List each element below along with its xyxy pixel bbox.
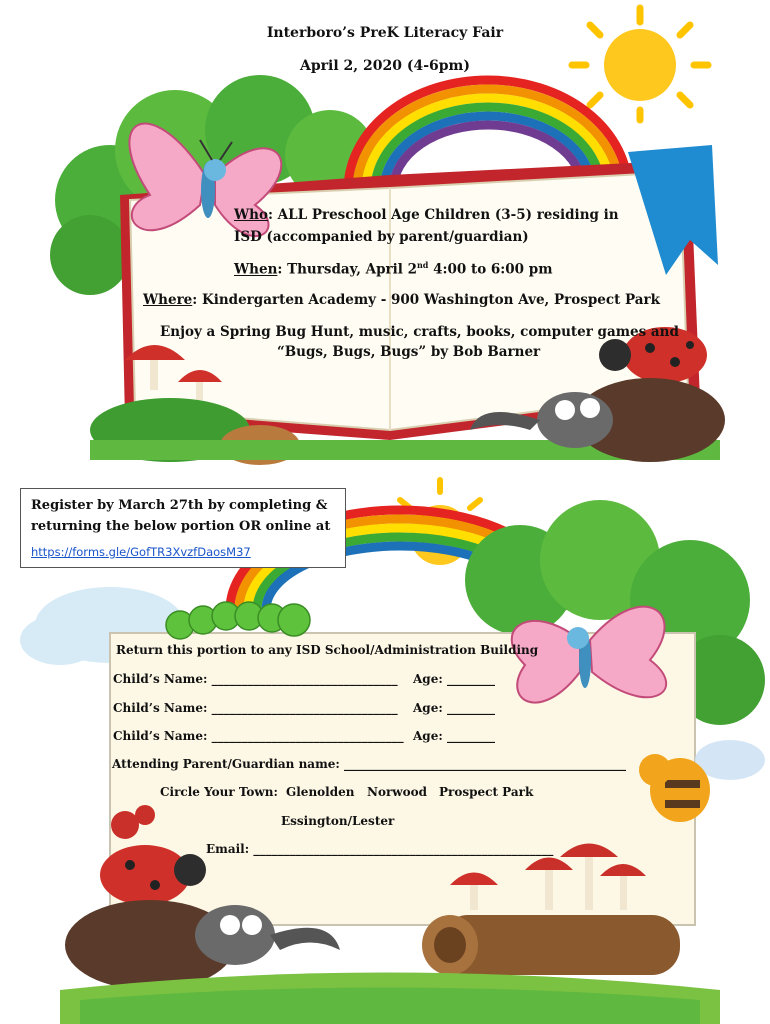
event-title: Interboro’s PreK Literacy Fair — [266, 25, 504, 41]
register-line-1: Register by March 27th by completing & — [31, 498, 328, 513]
town-label: Circle Your Town: — [160, 785, 278, 799]
town-option-essington-lester[interactable]: Essington/Lester — [281, 814, 395, 828]
child-name-field-1[interactable]: Child’s Name: _______________________________ — [113, 672, 398, 686]
when-line — [234, 260, 553, 278]
child-name-field-2[interactable]: Child’s Name: _______________________________ — [113, 701, 398, 715]
child-age-field-2[interactable]: Age: ________ — [413, 701, 495, 715]
log — [422, 915, 680, 975]
guardian-name-field[interactable]: Attending Parent/Guardian name: _______________________________________________ — [112, 757, 627, 771]
when-label: When — [234, 261, 278, 278]
who-label: Who — [234, 207, 268, 223]
where-text: : Kindergarten Academy - 900 Washington Ave, Prospect Park — [192, 292, 661, 308]
town-option-glenolden[interactable]: Glenolden — [286, 785, 355, 799]
register-text — [31, 495, 330, 537]
email-field[interactable]: Email: __________________________________________________ — [206, 842, 554, 856]
child-age-field-1[interactable]: Age: ________ — [413, 672, 495, 686]
return-note: Return this portion to any ISD School/Administration Building — [116, 643, 539, 657]
register-line-2: returning the below portion OR online at — [31, 519, 331, 534]
town-option-prospect-park[interactable]: Prospect Park — [439, 785, 534, 799]
who-text: : ALL Preschool Age Children (3-5) residing in — [267, 207, 619, 223]
registration-link[interactable]: https://forms.gle/GofTR3XvzfDaosM37 — [31, 545, 251, 559]
who-line-2: ISD (accompanied by parent/guardian) — [234, 229, 529, 245]
when-time: 4:00 to 6:00 pm — [428, 261, 553, 278]
enjoy-line-2: “Bugs, Bugs, Bugs” by Bob Barner — [277, 344, 541, 360]
child-age-field-3[interactable]: Age: ________ — [413, 729, 495, 743]
register-box — [20, 488, 346, 568]
town-option-norwood[interactable]: Norwood — [367, 785, 428, 799]
where-line — [143, 292, 660, 308]
where-label: Where — [143, 292, 193, 308]
event-date: April 2, 2020 (4-6pm) — [299, 58, 470, 74]
when-superscript: nd — [416, 260, 429, 270]
when-text: : Thursday, April 2 — [277, 261, 417, 278]
child-name-field-3[interactable]: Child’s Name: ________________________________ — [113, 729, 404, 743]
who-line-1 — [234, 207, 619, 223]
enjoy-line-1: Enjoy a Spring Bug Hunt, music, crafts, books, computer games and — [160, 324, 679, 340]
